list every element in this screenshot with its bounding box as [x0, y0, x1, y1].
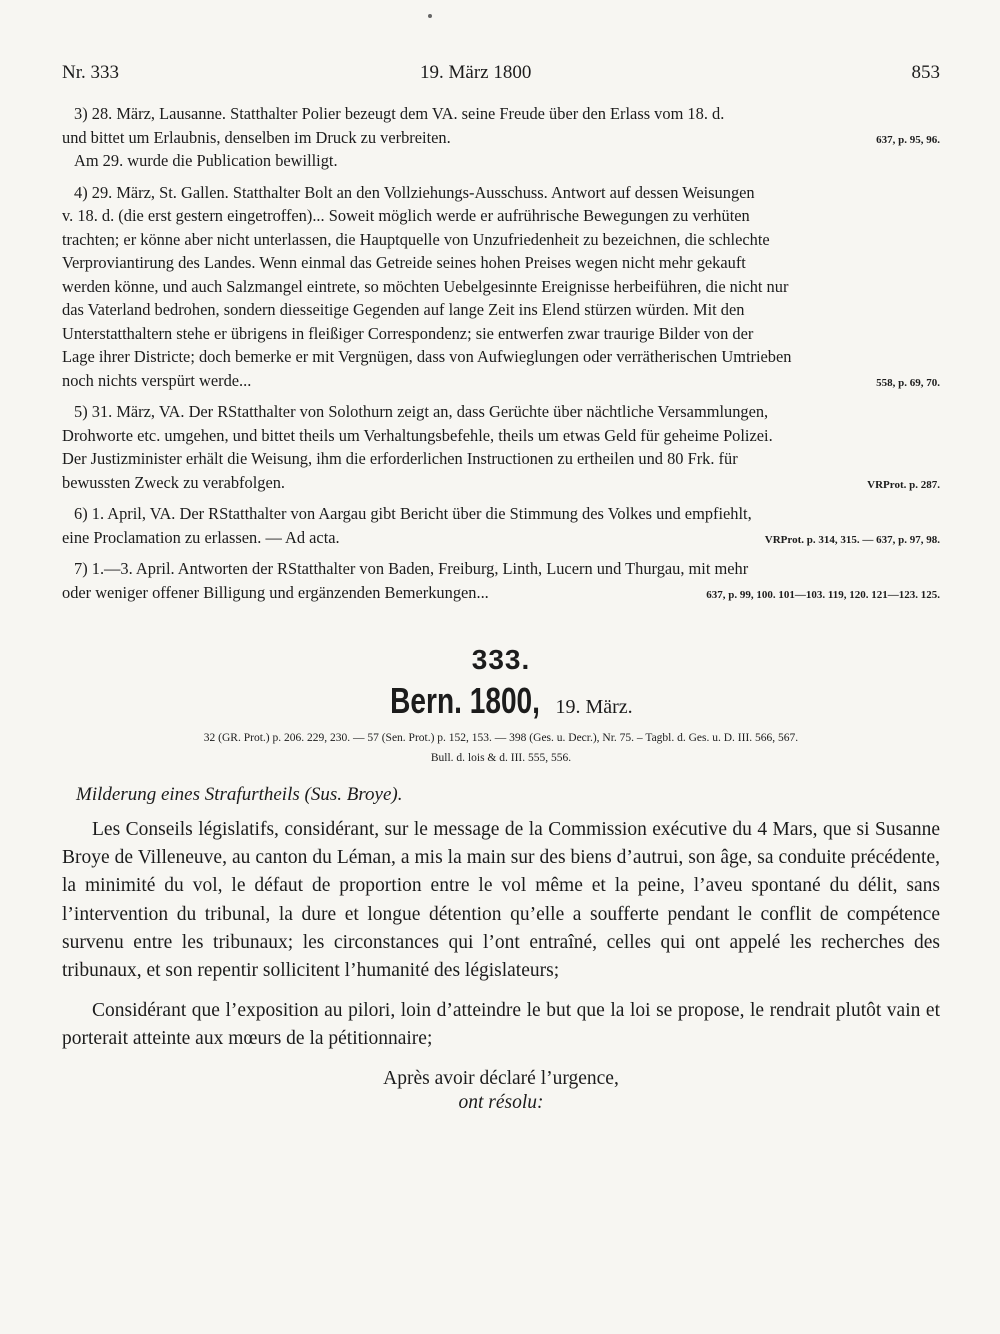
entry-line: werden könne, und auch Salzmangel eintrete, so möchten Uebelgesinnte Ereignisse herbeiführen, die nicht nur [62, 276, 789, 296]
entry-6 [62, 502, 940, 549]
entry-line: trachten; er könne aber nicht unterlassen, die Hauptquelle von Unzufriedenheit zu bezeichnen, die schlechte [62, 229, 770, 249]
resolution-clause: ont résolu: [458, 1091, 544, 1113]
body-paragraph: Les Conseils législatifs, considérant, sur le message de la Commission exécutive du 4 Mars, que si Susanne Broye de Villeneuve, au canton du Léman, a mis la main sur des biens d’autrui, son âge, sa conduite précédente, la minimité du vol, le défaut de proportion entre le vol même et la peine, l’aveu spontané du délit, sans l’intervention du tribunal, la dure et longue détention qu’elle a soufferte pendant le conflit de compétence survenu entre les tribunaux; les circonstances qui l’ont entraîné, celles qui ont appelé les recherches des tribunaux, et son repentir sollicitent l’humanité des législateurs; [62, 819, 940, 982]
reference: 637, p. 99, 100. 101—103. 119, 120. 121—123. 125. [706, 588, 940, 601]
entry-line: 7) 1.—3. April. Antworten der RStatthalter von Baden, Freiburg, Linth, Lucern und Thurgau, mit mehr [74, 559, 749, 578]
entry-line: noch nichts verspürt werde... [62, 370, 252, 390]
header-date: 19. März 1800 [420, 62, 532, 83]
entry-4 [62, 181, 940, 393]
urgency-clause: Après avoir déclaré l’urgence, [383, 1067, 619, 1089]
sources-line: 32 (GR. Prot.) p. 206. 229, 230. — 57 (Sen. Prot.) p. 152, 153. — 398 (Ges. u. Decr.), Nr. 75. – Tagbl. d. Ges. u. D. III. 566, 567. [203, 732, 799, 744]
body-paragraph: Considérant que l’exposition au pilori, loin d’atteindre le but que la loi se propose, le rendrait plutôt vain et porterait atteinte aux mœurs de la pétitionnaire; [62, 1000, 940, 1050]
entry-7 [62, 557, 940, 604]
entry-line: 5) 31. März, VA. Der RStatthalter von Solothurn zeigt an, dass Gerüchte über nächtliche Versammlungen, [74, 402, 769, 421]
document-place-year: Bern. 1800, [390, 680, 541, 721]
entry-line: v. 18. d. (die erst gestern eingetroffen)... Soweit möglich werde er aufrührische Bewegungen zu verhüten [62, 206, 750, 225]
entry-line-with-ref [62, 526, 940, 550]
header-number: Nr. 333 [62, 62, 119, 83]
document-heading [62, 680, 940, 722]
running-header [62, 62, 940, 84]
entry-line: das Vaterland bedrohen, sondern diesseitige Gegenden auf lange Zeit ins Elend stürzen würden. Mit den [62, 300, 745, 319]
sources-line: Bull. d. lois & d. III. 555, 556. [430, 752, 572, 764]
entry-line: Der Justizminister erhält die Weisung, ihm die erforderlichen Instructionen zu ertheilen und 80 Frk. für [62, 449, 738, 468]
entry-note: Am 29. wurde die Publication bewilligt. [74, 151, 338, 170]
entry-line: Verproviantirung des Landes. Wenn einmal das Getreide seines hohen Preises wegen nicht mehr gekauft [62, 253, 746, 272]
document-subject: Milderung eines Strafurtheils (Sus. Broye). [76, 784, 403, 805]
entry-3 [62, 102, 940, 173]
entry-line: bewussten Zweck zu verabfolgen. [62, 472, 286, 492]
entry-line: eine Proclamation zu erlassen. — Ad acta. [62, 527, 340, 547]
entry-line-with-ref [62, 126, 940, 150]
entry-line: Lage ihrer Districte; doch bemerke er mit Vergnügen, dass von Aufwieglungen oder verrätherischen Umtrieben [62, 347, 792, 366]
entry-line: und bittet um Erlaubnis, denselben im Druck zu verbreiten. [62, 127, 451, 147]
reference: 558, p. 69, 70. [876, 376, 940, 389]
document-number: 333. [471, 644, 531, 675]
entry-line-with-ref [62, 369, 940, 393]
reference: VRProt. p. 314, 315. — 637, p. 97, 98. [764, 533, 940, 546]
entry-line-with-ref [62, 581, 940, 605]
document-body [62, 816, 940, 1054]
reference: VRProt. p. 287. [867, 478, 940, 491]
entry-line: 4) 29. März, St. Gallen. Statthalter Bolt an den Vollziehungs-Ausschuss. Antwort auf dessen Weisungen [74, 182, 755, 202]
entry-5 [62, 400, 940, 494]
entry-line-with-ref [62, 471, 940, 495]
page-number: 853 [911, 62, 940, 83]
document-date: 19. März. [555, 696, 633, 718]
entry-line: 6) 1. April, VA. Der RStatthalter von Aargau gibt Bericht über die Stimmung des Volkes und empfiehlt, [74, 504, 752, 523]
entry-line: 3) 28. März, Lausanne. Statthalter Polier bezeugt dem VA. seine Freude über den Erlass vom 18. d. [74, 104, 725, 123]
entry-line: Unterstatthaltern stehe er übrigens in fleißiger Correspondenz; sie entwerfen zwar traurige Bilder von der [62, 323, 754, 343]
page [62, 62, 940, 1114]
page-speck [428, 14, 432, 18]
document-sources [62, 728, 940, 768]
entry-line: Drohworte etc. umgehen, und bittet theils um Verhaltungsbefehle, theils um etwas Geld für geheime Polizei. [62, 425, 773, 445]
reference: 637, p. 95, 96. [876, 133, 940, 146]
entry-line: oder weniger offener Billigung und ergänzenden Bemerkungen... [62, 582, 489, 602]
